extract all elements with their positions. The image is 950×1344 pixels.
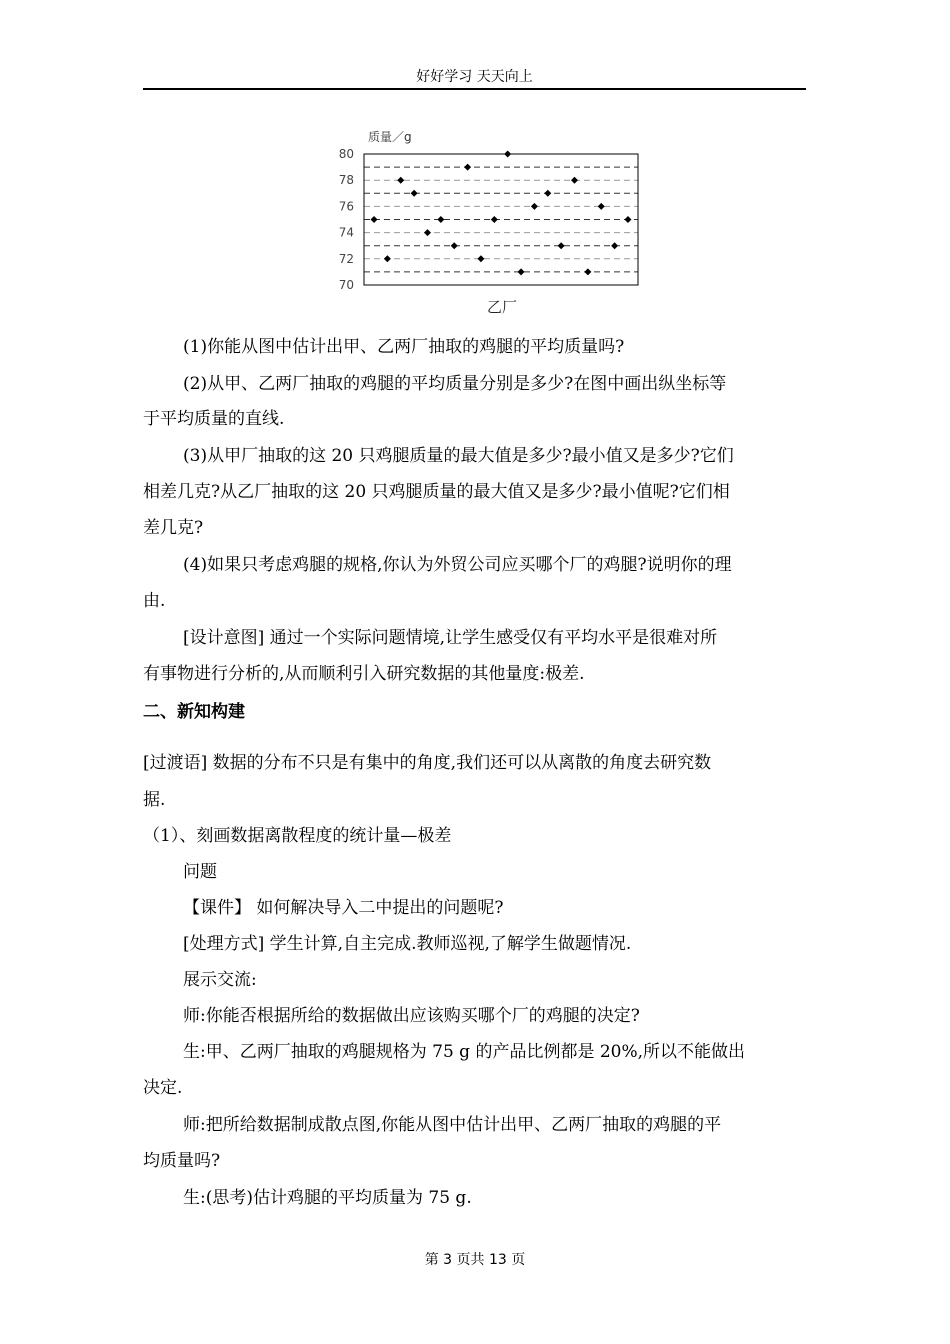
- question-4-line-1: (4)如果只考虑鸡腿的规格,你认为外贸公司应买哪个厂的鸡腿?说明你的理: [183, 555, 732, 575]
- data-point: [504, 151, 511, 158]
- gridlines: [364, 167, 638, 272]
- y-tick-label: 70: [338, 278, 354, 292]
- page-footer: 第 3 页共 13 页: [424, 1252, 526, 1268]
- display-line: 展示交流:: [183, 970, 257, 990]
- design-intent-line-1: [设计意图] 通过一个实际问题情境,让学生感受仅有平均水平是很难对所: [183, 628, 718, 648]
- question-4-line-2: 由.: [143, 591, 166, 611]
- teacher-line-2-cont: 均质量吗?: [143, 1151, 221, 1171]
- data-point: [371, 216, 378, 223]
- data-point: [518, 268, 525, 275]
- handling-line: [处理方式] 学生计算,自主完成.教师巡视,了解学生做题情况.: [183, 934, 632, 954]
- problem-label: 问题: [183, 862, 217, 882]
- data-point: [384, 255, 391, 262]
- transition-line-2: 据.: [143, 790, 166, 810]
- header-rule: [143, 88, 806, 90]
- question-1-line-1: (1)你能从图中估计出甲、乙两厂抽取的鸡腿的平均质量吗?: [183, 337, 625, 357]
- question-3-line-3: 差几克?: [143, 518, 204, 538]
- data-point: [451, 242, 458, 249]
- y-tick-label: 76: [338, 199, 354, 214]
- data-point: [491, 216, 498, 223]
- scatter-chart: [330, 122, 650, 322]
- data-point: [624, 216, 631, 223]
- page-header: 好好学习 天天向上: [416, 69, 533, 85]
- teacher-line-2: 师:把所给数据制成散点图,你能从图中估计出甲、乙两厂抽取的鸡腿的平: [183, 1115, 722, 1135]
- y-tick-label: 78: [338, 173, 354, 188]
- y-tick-labels: [339, 147, 354, 292]
- data-point: [424, 229, 431, 236]
- data-point: [571, 177, 578, 184]
- data-point: [464, 164, 471, 171]
- y-tick-label: 80: [338, 147, 354, 161]
- question-2-line-1: (2)从甲、乙两厂抽取的鸡腿的平均质量分别是多少?在图中画出纵坐标等: [183, 374, 727, 394]
- data-point: [584, 268, 591, 275]
- data-point: [531, 203, 538, 210]
- student-line-1-cont: 决定.: [143, 1078, 183, 1098]
- question-3-line-2: 相差几克?从乙厂抽取的这 20 只鸡腿质量的最大值又是多少?最小值呢?它们相: [143, 482, 730, 502]
- data-points: [371, 151, 632, 276]
- student-line-1: 生:甲、乙两厂抽取的鸡腿规格为 75 g 的产品比例都是 20%,所以不能做出: [183, 1042, 746, 1062]
- data-point: [611, 242, 618, 249]
- subsection-heading: （1）、刻画数据离散程度的统计量—极差: [143, 826, 452, 846]
- question-3-line-1: (3)从甲厂抽取的这 20 只鸡腿质量的最大值是多少?最小值又是多少?它们: [183, 446, 734, 466]
- data-point: [437, 216, 444, 223]
- y-tick-label: 72: [338, 251, 354, 266]
- data-point: [411, 190, 418, 197]
- student-line-2: 生:(思考)估计鸡腿的平均质量为 75 g.: [183, 1188, 472, 1208]
- data-point: [397, 177, 404, 184]
- data-point: [544, 190, 551, 197]
- data-point: [477, 255, 484, 262]
- question-2-line-2: 于平均质量的直线.: [143, 409, 285, 429]
- x-axis-label: 乙厂: [486, 298, 518, 316]
- section-heading: 二、新知构建: [143, 702, 245, 722]
- transition-line-1: [过渡语] 数据的分布不只是有集中的角度,我们还可以从离散的角度去研究数: [143, 753, 712, 773]
- y-axis-label: 质量／g: [368, 130, 412, 144]
- courseware-line: 【课件】 如何解决导入二中提出的问题呢?: [183, 898, 504, 918]
- teacher-line-1: 师:你能否根据所给的数据做出应该购买哪个厂的鸡腿的决定?: [183, 1006, 640, 1026]
- data-point: [598, 203, 605, 210]
- y-tick-label: 74: [338, 225, 354, 240]
- data-point: [558, 242, 565, 249]
- design-intent-line-2: 有事物进行分析的,从而顺利引入研究数据的其他量度:极差.: [143, 664, 585, 684]
